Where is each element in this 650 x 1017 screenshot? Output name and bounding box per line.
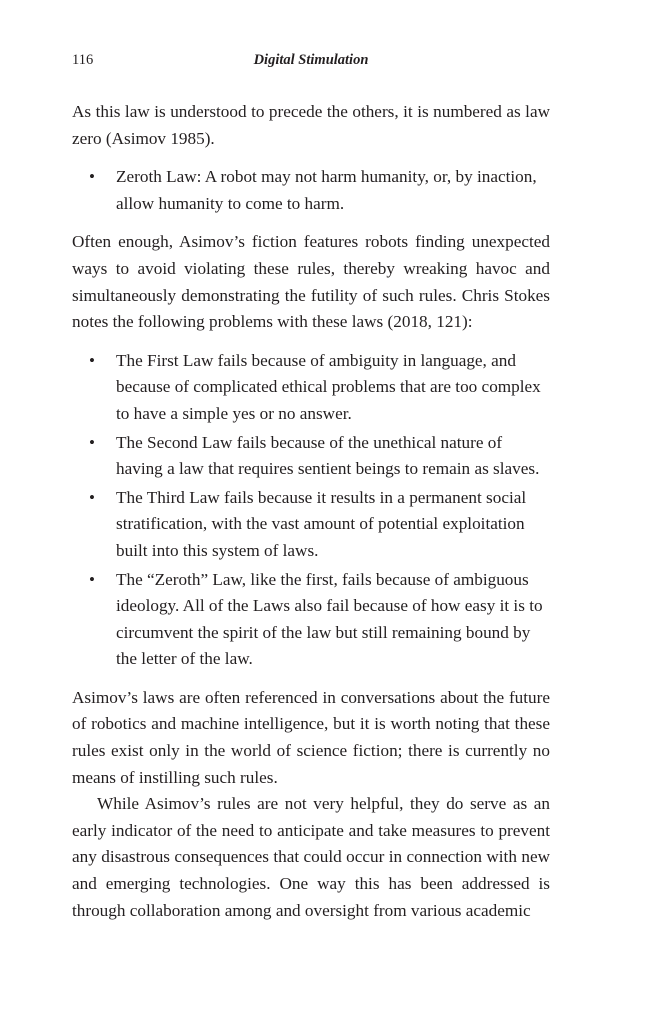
list-item-text: The Third Law fails because it results in a permanent social stratification, with the vast amount of potential exploitation built into this system of laws. — [116, 487, 527, 560]
paragraph-references: Asimov’s laws are often referenced in conversations about the future of robotics and machine intelligence, but it is worth noting that these rules exist only in the world of science fiction; there is currently no means of instilling such rules. — [72, 687, 550, 787]
paragraph-intro: As this law is understood to precede the others, it is numbered as law zero (Asimov 1985). — [72, 102, 550, 148]
problems-list — [72, 348, 550, 673]
bullet-icon: • — [89, 167, 95, 187]
bullet-icon: • — [89, 432, 95, 452]
list-item — [72, 485, 550, 565]
page-number: 116 — [72, 52, 94, 68]
paragraph-fiction: Often enough, Asimov’s fiction features robots finding unexpected ways to avoid violating these rules, thereby wreaking havoc and simultaneously demonstrating the futility of such rules. Chris Stokes notes the following problems with these laws (2018, 121): — [72, 232, 550, 332]
list-item-text: The “Zeroth” Law, like the first, fails because of ambiguous ideology. All of the Laws also fail because of how easy it is to circumvent the spirit of the law but still remaining bound by the letter of the law. — [116, 569, 543, 669]
zeroth-law-list — [72, 164, 550, 217]
paragraph-while: While Asimov’s rules are not very helpful, they do serve as an early indicator of the need to anticipate and take measures to prevent any disastrous consequences that could occur in connection with new and emerging technologies. One way this has been addressed is through collaboration among and oversight from various academic — [72, 794, 550, 920]
bullet-icon: • — [89, 569, 95, 589]
list-item — [72, 567, 550, 673]
list-item — [72, 430, 550, 483]
bullet-icon: • — [89, 350, 95, 370]
running-title: Digital Stimulation — [253, 52, 369, 68]
list-item-text: Zeroth Law: A robot may not harm humanity, or, by inaction, allow humanity to come to harm. — [116, 167, 537, 213]
list-item-text: The First Law fails because of ambiguity in language, and because of complicated ethical problems that are too complex to have a simple yes or no answer. — [116, 350, 541, 423]
list-item-text: The Second Law fails because of the unethical nature of having a law that requires sentient beings to remain as slaves. — [116, 432, 540, 479]
running-head — [72, 52, 550, 72]
list-item — [72, 348, 550, 428]
bullet-icon: • — [89, 487, 95, 507]
body-text — [72, 99, 550, 924]
list-item — [72, 164, 550, 217]
